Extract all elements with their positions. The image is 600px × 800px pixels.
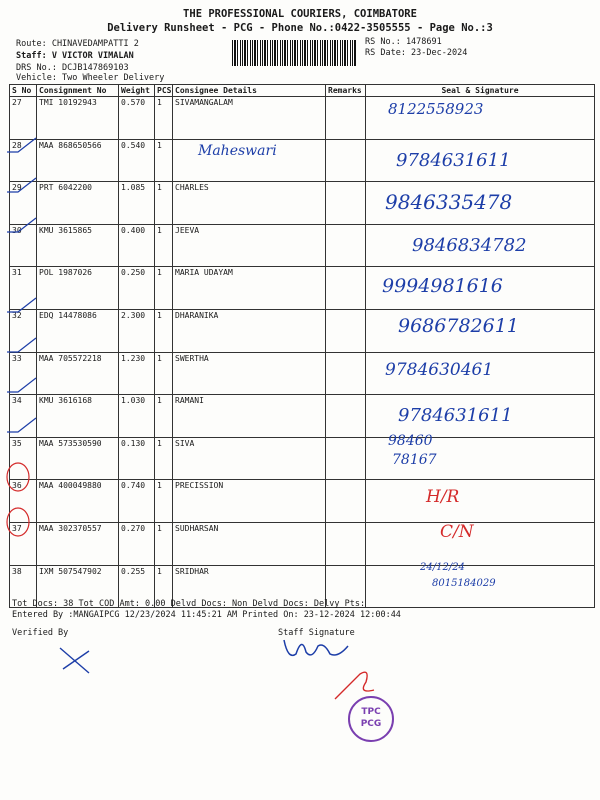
cell-consignee: SIVA <box>173 437 326 480</box>
cell-remarks <box>326 395 366 438</box>
handwritten-phone-31: 9994981616 <box>382 275 503 297</box>
cell-weight: 0.250 <box>119 267 155 310</box>
col-signature: Seal & Signature <box>366 85 595 97</box>
company-stamp <box>348 696 394 742</box>
cell-weight: 1.230 <box>119 352 155 395</box>
table-row <box>10 267 595 310</box>
verified-signature-mark <box>55 645 95 675</box>
cell-remarks <box>326 182 366 225</box>
col-consignee: Consignee Details <box>173 85 326 97</box>
cell-remarks <box>326 224 366 267</box>
table-row <box>10 352 595 395</box>
cell-signature <box>366 480 595 523</box>
staff-signature-label: Staff Signature <box>278 628 355 638</box>
cell-remarks <box>326 139 366 182</box>
handwritten-phone-30: 9846834782 <box>412 235 527 256</box>
cell-sno: 31 <box>10 267 37 310</box>
cell-consignment: MAA 868650566 <box>37 139 119 182</box>
rs-number: RS No.: 1478691 <box>365 37 442 47</box>
cell-consignment: KMU 3615865 <box>37 224 119 267</box>
cell-sno: 30 <box>10 224 37 267</box>
cell-consignment: MAA 705572218 <box>37 352 119 395</box>
totals-line: Tot Docs: 38 Tot COD Amt: 0.00 Delvd Docs: Non Delvd Docs: Delvy Pts: <box>12 599 366 609</box>
drs-number: DRS No.: DCJB147869103 <box>16 63 129 73</box>
red-circle-marks <box>4 460 34 550</box>
cell-consignment: MAA 302370557 <box>37 522 119 565</box>
handwritten-remark-37: C/N <box>440 522 474 542</box>
cell-sno: 35 <box>10 437 37 480</box>
cell-weight: 1.085 <box>119 182 155 225</box>
handwritten-phone-32: 9686782611 <box>398 315 519 337</box>
cell-remarks <box>326 522 366 565</box>
cell-consignee: SUDHARSAN <box>173 522 326 565</box>
handwritten-name-28: Maheswari <box>198 143 277 159</box>
cell-remarks <box>326 480 366 523</box>
staff: Staff: V VICTOR VIMALAN <box>16 51 134 61</box>
table-row <box>10 437 595 480</box>
cell-weight: 0.130 <box>119 437 155 480</box>
cell-consignee: SWERTHA <box>173 352 326 395</box>
cell-remarks <box>326 352 366 395</box>
handwritten-phone-35a: 98460 <box>388 433 433 449</box>
cell-pcs: 1 <box>155 395 173 438</box>
cell-weight: 0.540 <box>119 139 155 182</box>
cell-consignee: RAMANI <box>173 395 326 438</box>
cell-pcs: 1 <box>155 267 173 310</box>
handwritten-remark-36: H/R <box>426 487 460 507</box>
cell-sno: 27 <box>10 97 37 140</box>
handwritten-phone-33: 9784630461 <box>385 360 494 380</box>
handwritten-phone-38: 8015184029 <box>432 578 496 589</box>
handwritten-phone-27: 8122558923 <box>388 100 484 118</box>
cell-weight: 0.270 <box>119 522 155 565</box>
cell-consignee: MARIA UDAYAM <box>173 267 326 310</box>
cell-consignment: POL 1987026 <box>37 267 119 310</box>
cell-consignment: TMI 10192943 <box>37 97 119 140</box>
rs-date: RS Date: 23-Dec-2024 <box>365 48 468 58</box>
vehicle: Vehicle: Two Wheeler Delivery <box>16 73 165 83</box>
runsheet-title: Delivery Runsheet - PCG - Phone No.:0422-3505555 - Page No.:3 <box>107 22 493 34</box>
tick-marks <box>4 130 44 450</box>
cell-weight: 0.255 <box>119 565 155 608</box>
cell-sno: 32 <box>10 309 37 352</box>
cell-sno: 28 <box>10 139 37 182</box>
cell-consignment: MAA 400049880 <box>37 480 119 523</box>
cell-weight: 0.740 <box>119 480 155 523</box>
cell-pcs: 1 <box>155 565 173 608</box>
cell-signature <box>366 522 595 565</box>
stamp-line-1: TPC <box>361 707 381 717</box>
cell-pcs: 1 <box>155 309 173 352</box>
table-row <box>10 97 595 140</box>
col-pcs: PCS <box>155 85 173 97</box>
cell-consignee: JEEVA <box>173 224 326 267</box>
handwritten-date-38: 24/12/24 <box>420 562 465 573</box>
cell-pcs: 1 <box>155 522 173 565</box>
handwritten-phone-28: 9784631611 <box>396 150 511 171</box>
handwritten-phone-35b: 78167 <box>392 452 437 468</box>
table-header <box>10 85 595 97</box>
cell-pcs: 1 <box>155 224 173 267</box>
handwritten-phone-34: 9784631611 <box>398 405 513 426</box>
cell-consignee: SRIDHAR <box>173 565 326 608</box>
cell-remarks <box>326 97 366 140</box>
cell-consignment: PRT 6042200 <box>37 182 119 225</box>
cell-consignee: CHARLES <box>173 182 326 225</box>
cell-weight: 0.400 <box>119 224 155 267</box>
cell-weight: 2.300 <box>119 309 155 352</box>
cell-weight: 0.570 <box>119 97 155 140</box>
barcode <box>232 40 356 66</box>
stamp-line-2: PCG <box>360 719 382 729</box>
handwritten-phone-29: 9846335478 <box>385 190 513 214</box>
cell-consignment: EDQ 14478086 <box>37 309 119 352</box>
cell-sno: 29 <box>10 182 37 225</box>
cell-consignee: DHARANIKA <box>173 309 326 352</box>
col-weight: Weight <box>119 85 155 97</box>
cell-pcs: 1 <box>155 437 173 480</box>
cell-pcs: 1 <box>155 97 173 140</box>
cell-sno: 38 <box>10 565 37 608</box>
cell-pcs: 1 <box>155 139 173 182</box>
route: Route: CHINAVEDAMPATTI 2 <box>16 39 139 49</box>
cell-weight: 1.030 <box>119 395 155 438</box>
entered-by-line: Entered By :MANGAIPCG 12/23/2024 11:45:21 AM Printed On: 23-12-2024 12:00:44 <box>12 610 401 620</box>
cell-consignment: MAA 573530590 <box>37 437 119 480</box>
cell-remarks <box>326 437 366 480</box>
cell-sno: 36 <box>10 480 37 523</box>
staff-signature-scribble <box>278 632 368 662</box>
cell-remarks <box>326 267 366 310</box>
cell-sno: 37 <box>10 522 37 565</box>
cell-sno: 33 <box>10 352 37 395</box>
table-row <box>10 522 595 565</box>
cell-consignee: SIVAMANGALAM <box>173 97 326 140</box>
cell-remarks <box>326 309 366 352</box>
col-remarks: Remarks <box>326 85 366 97</box>
col-consignment: Consignment No <box>37 85 119 97</box>
cell-sno: 34 <box>10 395 37 438</box>
cell-pcs: 1 <box>155 480 173 523</box>
company-name: THE PROFESSIONAL COURIERS, COIMBATORE <box>183 8 417 20</box>
col-sno: S No <box>10 85 37 97</box>
cell-pcs: 1 <box>155 182 173 225</box>
table-row <box>10 480 595 523</box>
verified-by-label: Verified By <box>12 628 69 638</box>
cell-consignee: PRECISSION <box>173 480 326 523</box>
cell-consignment: KMU 3616168 <box>37 395 119 438</box>
cell-pcs: 1 <box>155 352 173 395</box>
cell-consignment: IXM 507547902 <box>37 565 119 608</box>
